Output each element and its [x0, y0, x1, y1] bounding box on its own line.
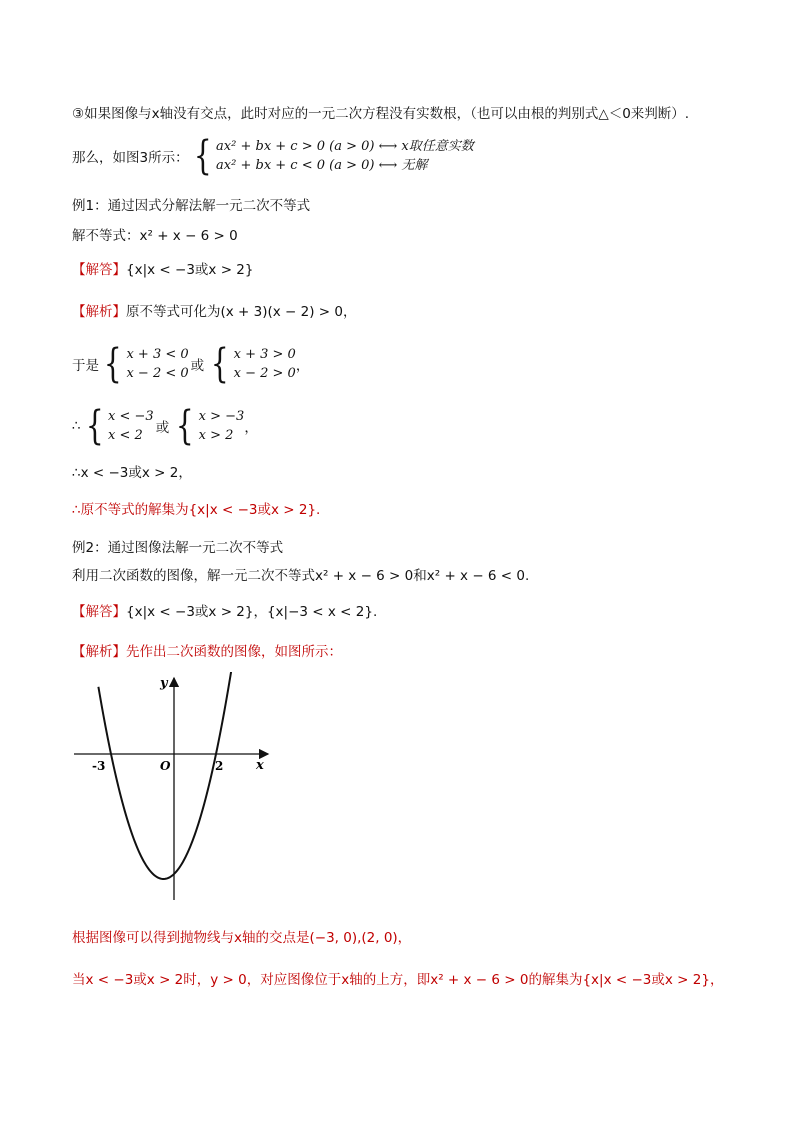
analysis-text: 原不等式可化为(x + 3)(x − 2) > 0，: [126, 304, 357, 320]
step2-system2: [199, 407, 245, 445]
example1-title: 例1：通过因式分解法解一元二次不等式: [72, 198, 311, 214]
step4-solution-set: ∴原不等式的解集为{x|x < −3或x > 2}.: [72, 502, 321, 518]
step1-systems: [72, 341, 310, 387]
case-negative: ax² + bx + c < 0 (a > 0) ⟷ 无解: [216, 158, 428, 173]
left-brace: {: [210, 341, 229, 387]
answer-text: {x|x < −3或x > 2}: [126, 262, 254, 278]
analysis-tag: 【解析】: [72, 644, 126, 660]
figure3-prefix: 那么，如图3所示：: [72, 150, 189, 166]
inequality: x + 3 < 0: [126, 347, 189, 362]
example1-answer: [72, 260, 253, 280]
parabola-graph: [68, 672, 288, 912]
inequality: x > −3: [198, 409, 245, 424]
comma: ，: [295, 358, 310, 374]
analysis-tag: 【解析】: [72, 304, 126, 320]
left-brace: {: [103, 341, 122, 387]
parabola-curve: [98, 672, 241, 879]
paragraph-no-intersection: ③如果图像与x轴没有交点，此时对应的一元二次方程没有实数根，（也可以由根的判别式△＜0来判断）.: [72, 106, 690, 122]
inequality: x < 2: [108, 428, 143, 443]
figure3-summary: [72, 133, 474, 179]
inequality: x + 3 > 0: [233, 347, 296, 362]
left-root-label: -3: [92, 759, 106, 773]
figure3-cases: [216, 137, 474, 175]
answer-tag: 【解答】: [72, 262, 126, 278]
inequality: x > 2: [198, 428, 234, 443]
step1-prefix: 于是: [72, 358, 99, 374]
left-brace: {: [176, 403, 194, 449]
example1-problem: 解不等式：x² + x − 6 > 0: [72, 228, 238, 244]
origin-label: O: [160, 759, 171, 773]
answer-tag: 【解答】: [72, 604, 126, 620]
case-positive: ax² + bx + c > 0 (a > 0) ⟷ x取任意实数: [216, 139, 474, 154]
answer-text: {x|x < −3或x > 2}，{x|−3 < x < 2}.: [126, 604, 378, 620]
inequality: x − 2 > 0: [233, 366, 296, 381]
therefore: ∴: [72, 418, 81, 434]
analysis-text: 先作出二次函数的图像，如图所示：: [126, 644, 342, 660]
or-word: 或: [155, 420, 170, 436]
right-root-label: 2: [215, 759, 224, 773]
y-axis-label: y: [160, 676, 168, 691]
conclusion-solution: 当x < −3或x > 2时，y > 0，对应图像位于x轴的上方，即x² + x − 6 > 0的解集为{x|x < −3或x > 2}，: [72, 972, 724, 988]
x-axis-label: x: [256, 758, 264, 773]
example1-analysis: [72, 302, 357, 322]
example2-title: 例2：通过图像法解一元二次不等式: [72, 540, 284, 556]
step1-system1: [126, 345, 188, 383]
inequality: x − 2 < 0: [126, 366, 189, 381]
left-brace: {: [85, 403, 104, 449]
step1-system2: [234, 345, 296, 383]
left-brace: {: [193, 133, 212, 179]
step3: ∴x < −3或x > 2，: [72, 465, 192, 481]
step2-systems: [72, 403, 258, 449]
example2-analysis: [72, 642, 342, 662]
comma: ，: [244, 420, 258, 436]
or-word: 或: [190, 358, 205, 374]
step2-system1: [108, 407, 154, 445]
inequality: x < −3: [108, 409, 154, 424]
example2-answer: [72, 602, 377, 622]
conclusion-intersections: 根据图像可以得到抛物线与x轴的交点是(−3, 0),(2, 0)，: [72, 930, 412, 946]
example2-problem: 利用二次函数的图像，解一元二次不等式x² + x − 6 > 0和x² + x − 6 < 0.: [72, 568, 530, 584]
